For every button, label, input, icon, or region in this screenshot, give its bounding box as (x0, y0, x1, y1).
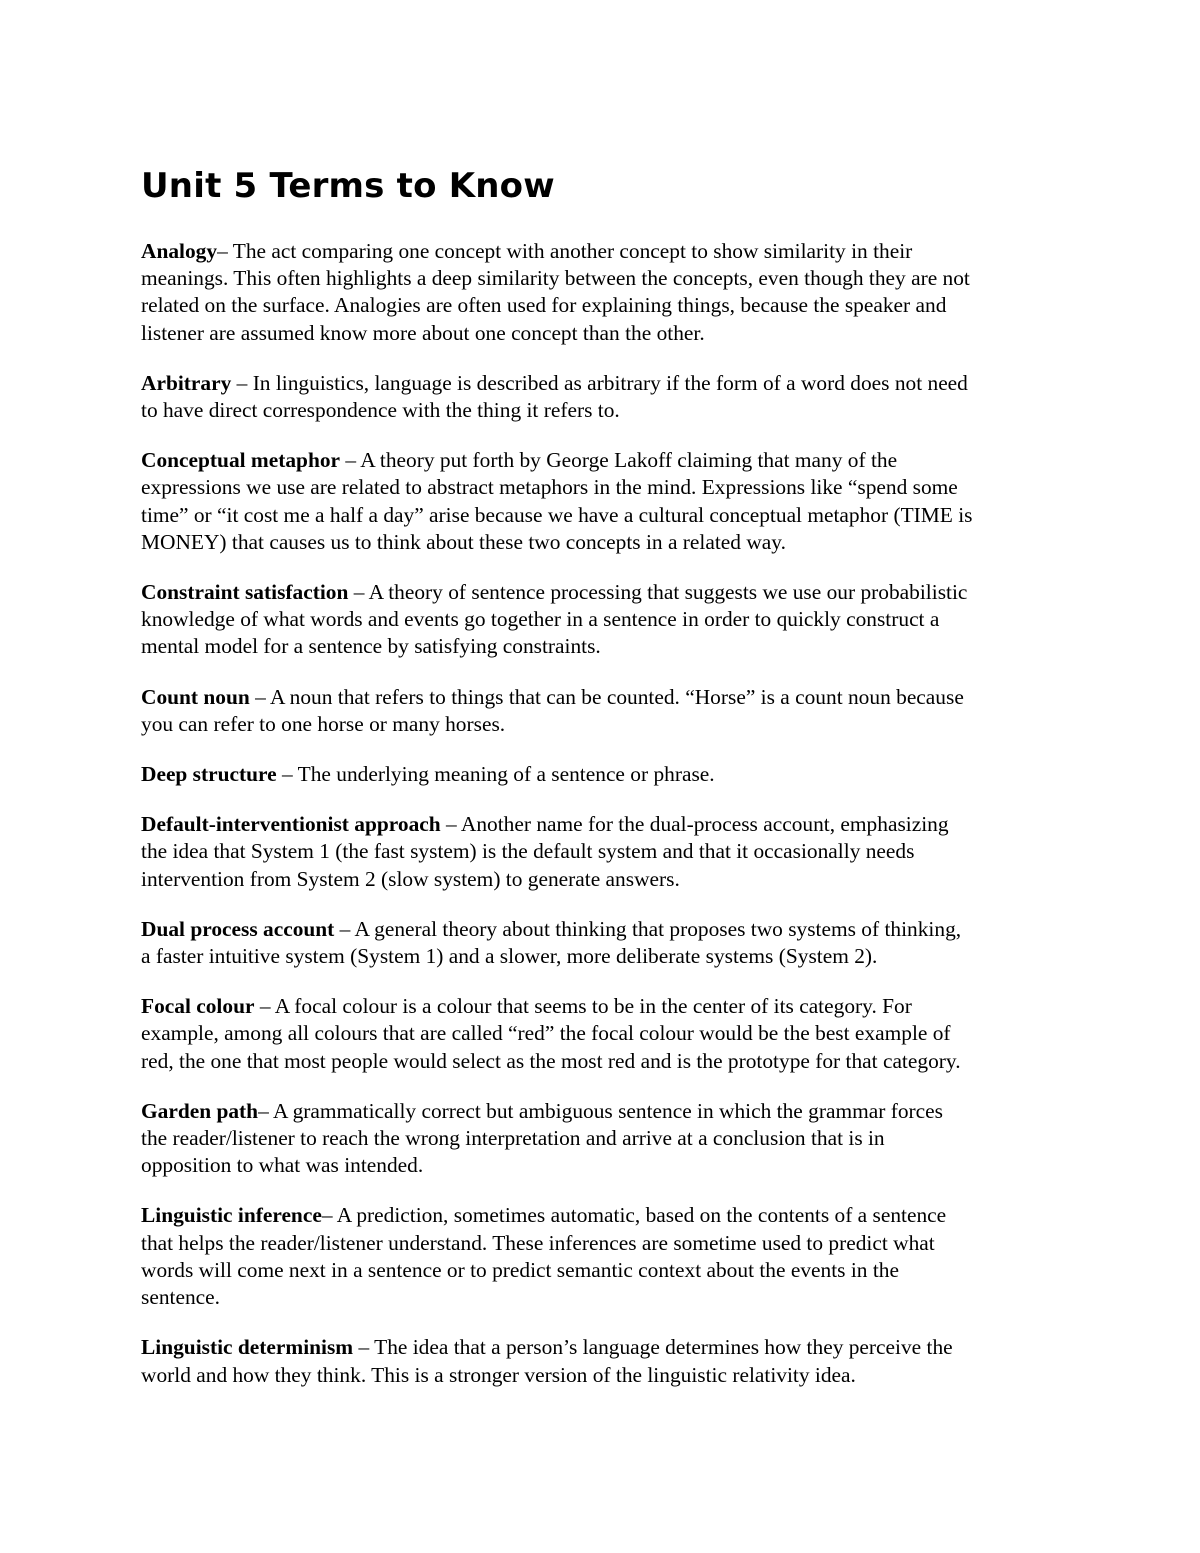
term-separator: – (217, 239, 233, 263)
document-body (141, 160, 1061, 1412)
glossary-definition: A general theory about thinking that proposes two systems of thinking, a faster intuitive system (System 1) and a slower, more deliberate systems (System 2). (141, 916, 962, 969)
glossary-entry-constraint-satisfaction (141, 579, 1061, 661)
glossary-definition: A theory of sentence processing that suggests we use our probabilistic knowledge of what words and events go together in a sentence in order to quickly construct a mental model for a sentence by satisfying constraints. (141, 580, 968, 659)
term-separator: – (249, 684, 271, 709)
glossary-term: Analogy (141, 239, 218, 263)
glossary-entry-default-interventionist-approach (141, 811, 1061, 893)
page-title: Unit 5 Terms to Know (141, 166, 555, 206)
glossary-definition: The idea that a person’s language determines how they perceive the world and how they think. This is a stronger version of the linguistic relativity idea. (141, 1335, 953, 1387)
glossary-definition: A theory put forth by George Lakoff claiming that many of the expressions we use are related to abstract metaphors in the mind. Expressions like “spend some time” or “it cost me a half a day” arise because we have a cultural conceptual metaphor (TIME is MONEY) that causes us to think about these two concepts in a related way. (141, 448, 973, 554)
glossary-term: Arbitrary (141, 370, 232, 395)
glossary-term: Dual process account (141, 916, 335, 941)
glossary-definition: A grammatically correct but ambiguous sentence in which the grammar forces the reader/listener to reach the wrong interpretation and arrive at a conclusion that is in opposition to what was intended. (141, 1098, 943, 1178)
glossary-entry-garden-path (141, 1098, 1061, 1180)
glossary-entry-deep-structure (141, 761, 1061, 788)
glossary-definition: The act comparing one concept with another concept to show similarity in their meanings. This often highlights a deep similarity between the concepts, even though they are not related on the surface. Analogies are often used for explaining things, because the speaker and listener are assumed know more about one concept than the other. (141, 239, 970, 345)
glossary-term: Deep structure (141, 762, 277, 787)
glossary-entry-conceptual-metaphor (141, 447, 1061, 556)
term-separator: – (231, 370, 253, 395)
glossary-term: Count noun (141, 684, 250, 709)
glossary-definition: The underlying meaning of a sentence or phrase. (297, 762, 715, 787)
term-separator: – (276, 762, 298, 787)
glossary-definition: Another name for the dual-process account, emphasizing the idea that System 1 (the fast system) is the default system and that it occasionally needs intervention from System 2 (slow system) to generate answers. (141, 812, 949, 891)
term-separator: – (254, 994, 275, 1019)
term-separator: – (321, 1203, 337, 1228)
glossary-term: Garden path (141, 1098, 259, 1123)
glossary-definition: A focal colour is a colour that seems to be in the center of its category. For example, among all colours that are called “red” the focal colour would be the best example of red, the one that most people would select as the most red and is the prototype for that category. (141, 994, 961, 1073)
term-separator: – (348, 580, 369, 605)
glossary-entry-linguistic-inference (141, 1202, 1061, 1311)
glossary-term: Default-interventionist approach (141, 812, 441, 837)
term-separator: – (340, 448, 361, 473)
glossary-entry-count-noun (141, 684, 1061, 738)
glossary-definition: A noun that refers to things that can be counted. “Horse” is a count noun because you can refer to one horse or many horses. (141, 684, 964, 736)
glossary-term: Constraint satisfaction (141, 580, 349, 605)
glossary-entry-linguistic-determinism (141, 1334, 1061, 1388)
glossary-entry-dual-process-account (141, 916, 1061, 970)
glossary-entry-analogy (141, 238, 1061, 347)
glossary-definition: In linguistics, language is described as arbitrary if the form of a word does not need to have direct correspondence with the thing it refers to. (141, 370, 968, 423)
glossary-entry-focal-colour (141, 993, 1061, 1075)
term-separator: – (334, 916, 355, 941)
term-separator: – (258, 1098, 273, 1123)
glossary-term: Linguistic inference (141, 1203, 322, 1228)
glossary-term: Conceptual metaphor (141, 448, 341, 473)
term-separator: – (353, 1335, 375, 1360)
glossary-term: Focal colour (141, 994, 255, 1019)
term-separator: – (440, 812, 461, 837)
glossary-definition: A prediction, sometimes automatic, based on the contents of a sentence that helps the reader/listener understand. These inferences are sometime used to predict what words will come next in a sentence or to predict semantic context about the events in the sentence. (141, 1203, 947, 1310)
glossary-entry-arbitrary (141, 370, 1061, 424)
glossary-term: Linguistic determinism (141, 1335, 354, 1360)
